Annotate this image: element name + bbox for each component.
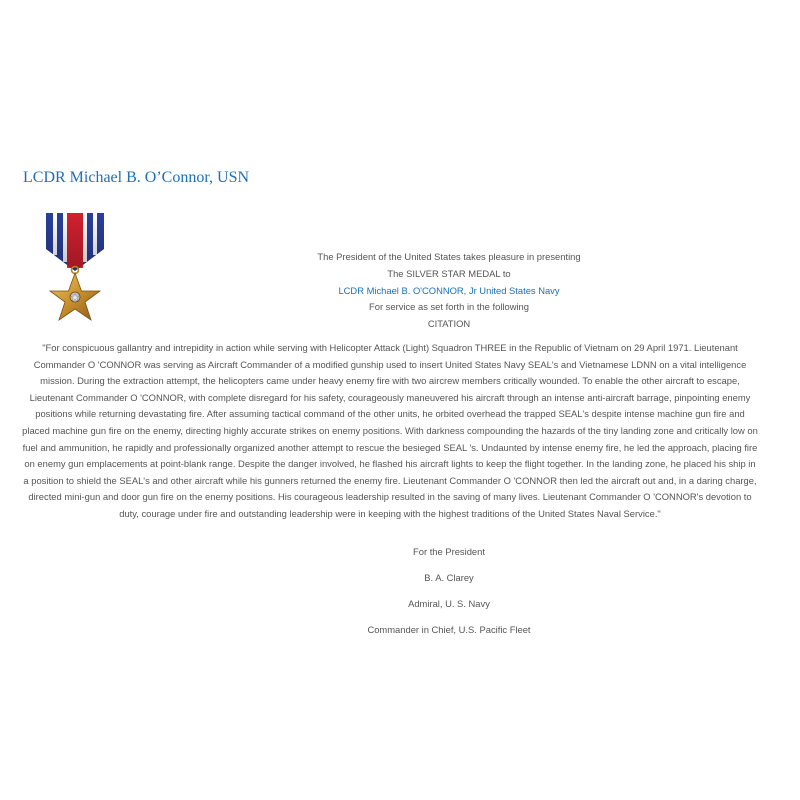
recipient-name: LCDR Michael B. O'CONNOR, Jr United States Navy [338, 284, 560, 296]
gold-star [50, 273, 100, 320]
page-title: LCDR Michael B. O’Connor, USN [23, 169, 250, 186]
award-header [300, 249, 598, 333]
signature-name: B. A. Clarey [424, 572, 474, 583]
presentation-line: The President of the United States takes pleasure in presenting [317, 251, 581, 262]
signature-position: Commander in Chief, U.S. Pacific Fleet [367, 624, 531, 635]
signature-rank: Admiral, U. S. Navy [408, 598, 490, 609]
silver-star-medal-icon [44, 213, 106, 323]
signature-for-line: For the President [413, 546, 485, 557]
citation-text: "For conspicuous gallantry and intrepidity in action while serving with Helicopter Attack (Light) Squadron THREE in the Republic of Vietnam on 29 April 1971. Lieutenant Commander O 'CONNOR was serving as Aircraft Commander of a modified gunship used to insert United States Navy SEAL's and Vietnamese LDNN on a vital intelligence mission. During the extraction attempt, the helicopters came under heavy enemy fire with two aircrew members critically wounded. To enable the other aircraft to escape, Lieutenant Commander O 'CONNOR, with complete disregard for his safety, courageously maneuvered his aircraft through an intense anti-aircraft barrage, pinpointing enemy positions while returning devastating fire. After assuming tactical command of the other units, he orbited overhead the trapped SEAL's despite intense machine gun fire and placed machine gun fire on the enemy, directing highly accurate strikes on enemy positions. With darkness compounding the hazards of the tiny landing zone and critically low on fuel and ammunition, he rapidly and professionally organized another attempt to rescue the besieged SEAL 's. Undaunted by intense enemy fire, he led the approach, placing fire on enemy gun emplacements at point-blank range. Despite the danger involved, he flashed his aircraft lights to keep the flight together. In the landing zone, he placed his ship in a position to shield the SEAL's and other aircraft while his gunners returned the enemy fire. Lieutenant Commander O 'CONNOR then led the aircraft out and, in a daring charge, directed mini-gun and door gun fire on the enemy positions. His courageous leadership resulted in the saving of many lives. Lieutenant Commander O 'CONNOR's devotion to duty, courage under fire and outstanding leadership were in keeping with the highest traditions of the United States Naval Service." [22, 342, 758, 519]
ribbon [46, 213, 104, 271]
citation-heading: CITATION [427, 318, 471, 330]
award-name-line: The SILVER STAR MEDAL to [387, 267, 511, 279]
service-line: For service as set forth in the following [369, 301, 529, 313]
